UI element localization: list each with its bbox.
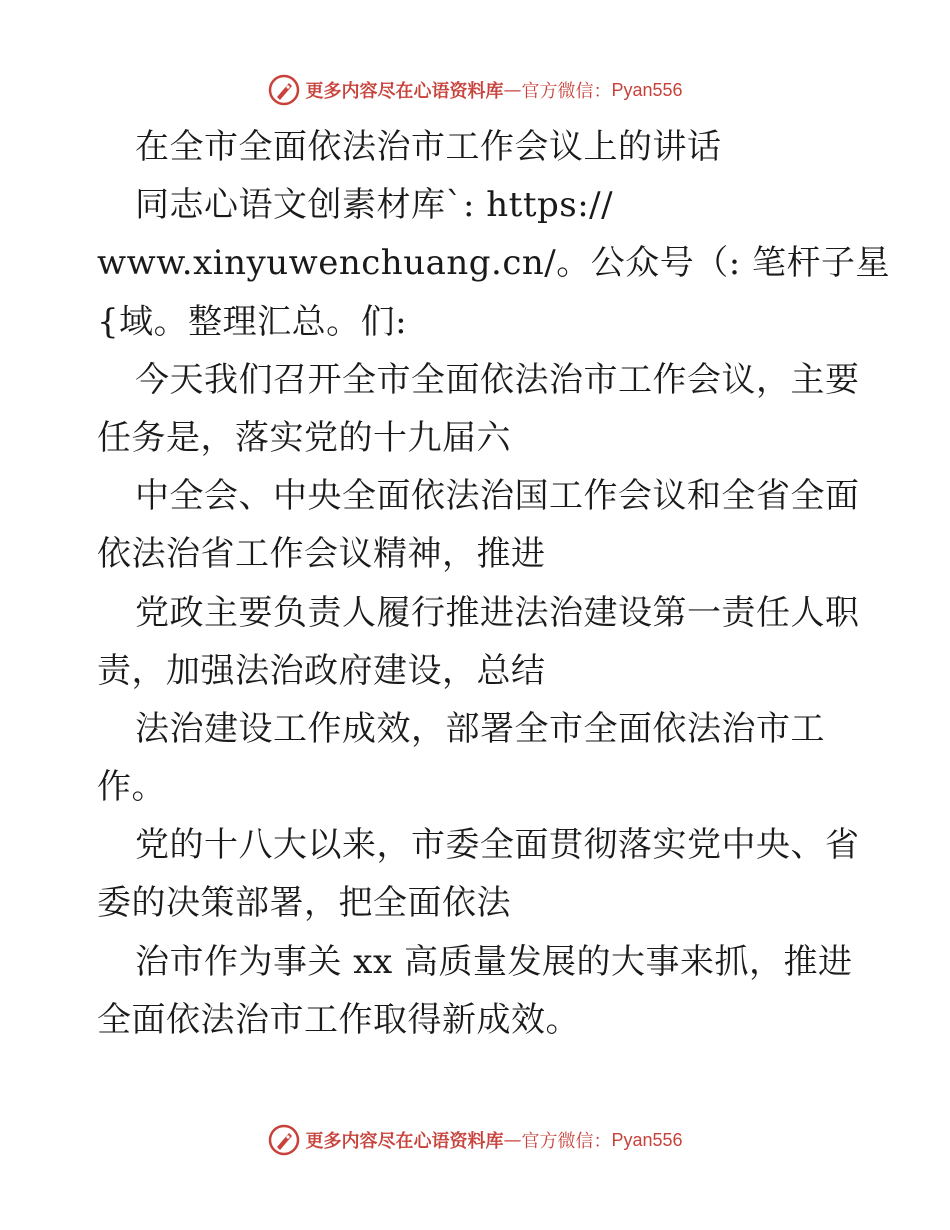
document-body xyxy=(97,118,890,1049)
paragraph-line: 依法治省工作会议精神，推进 xyxy=(97,534,546,575)
pen-nib-icon xyxy=(267,1123,301,1157)
paragraph-line: 治市作为事关 xx 高质量发展的大事来抓，推进 xyxy=(135,941,853,982)
paragraph-line: 党政主要负责人履行推进法治建设第一责任人职 xyxy=(135,592,860,633)
paragraph-line: {域。整理汇总。们: xyxy=(97,301,408,342)
paragraph-line: 法治建设工作成效，部署全市全面依法治市工 xyxy=(135,708,825,749)
watermark-separator: — xyxy=(503,79,522,101)
paragraph-line: 全面依法治市工作取得新成效。 xyxy=(97,999,580,1040)
document-title: 在全市全面依法治市工作会议上的讲话 xyxy=(135,127,722,167)
paragraph-line: 委的决策部署，把全面依法 xyxy=(97,883,511,924)
watermark-main-text: 更多内容尽在心语资料库 xyxy=(305,81,504,102)
paragraph-line: 作。 xyxy=(97,767,166,808)
watermark-wechat-id: Pyan556 xyxy=(611,79,683,100)
watermark-separator: — xyxy=(503,1129,522,1151)
paragraph-line: 今天我们召开全市全面依法治市工作会议，主要 xyxy=(135,359,860,400)
paragraph-line: 任务是，落实党的十九届六 xyxy=(97,417,511,458)
paragraph-line: 中全会、中央全面依法治国工作会议和全省全面 xyxy=(135,476,860,517)
watermark-wechat-label: 官方微信： xyxy=(521,81,612,102)
footer-watermark xyxy=(0,1120,950,1160)
watermark-main-text: 更多内容尽在心语资料库 xyxy=(305,1131,504,1152)
header-watermark xyxy=(0,70,950,110)
paragraph-line: 党的十八大以来，市委全面贯彻落实党中央、省 xyxy=(135,825,860,866)
watermark-wechat-label: 官方微信： xyxy=(521,1131,612,1152)
paragraph-line: www.xinyuwenchuang.cn/。公众号（: 笔杆子星 xyxy=(97,243,890,284)
watermark-wechat-id: Pyan556 xyxy=(611,1129,683,1150)
paragraph-line: 责，加强法治政府建设，总结 xyxy=(97,650,546,691)
pen-nib-icon xyxy=(267,73,301,107)
paragraph-line: 同志心语文创素材库`: https:// xyxy=(135,185,614,226)
